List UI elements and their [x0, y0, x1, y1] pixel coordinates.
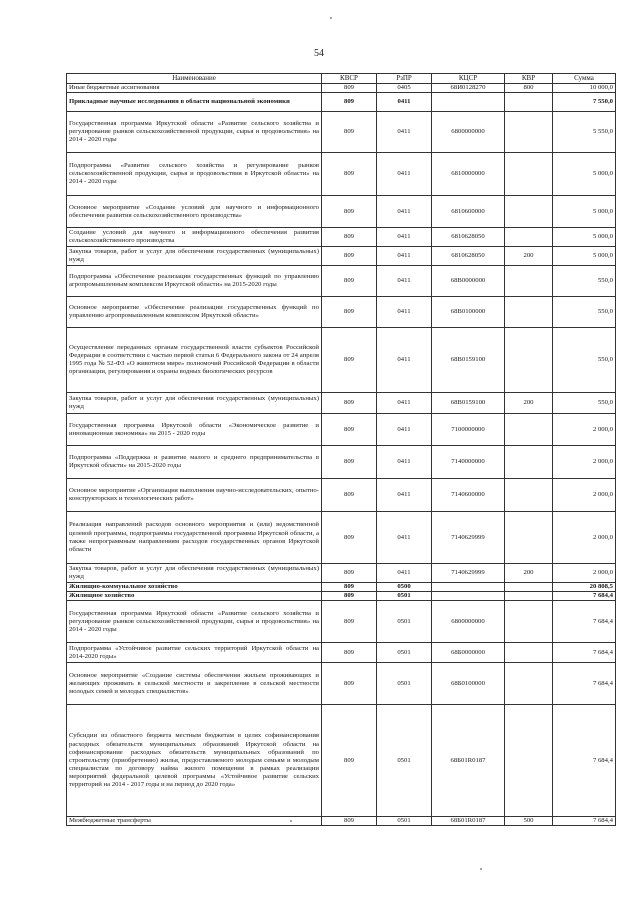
table-row	[67, 663, 616, 705]
cell-sum: 550,0	[553, 393, 616, 414]
cell-name: Государственная программа Иркутской области «Развитие сельского хозяйства и регулирование рынков сельскохозяйственной продукции, сырья и продовольствия» на 2014 - 2020 годы	[67, 601, 322, 643]
cell-kvsr: 809	[322, 583, 377, 592]
cell-kvr	[505, 446, 553, 479]
cell-rzpr: 0501	[377, 663, 432, 705]
cell-name: Подпрограмма «Развитие сельского хозяйства и регулирование рынков сельскохозяйственной продукции, сырья и продовольствия в Иркутской области» на 2014 - 2020 годы	[67, 153, 322, 196]
cell-name: Жилищное хозяйство	[67, 592, 322, 601]
cell-kcsr: 6810628050	[432, 228, 505, 247]
table-row	[67, 414, 616, 446]
cell-kcsr	[432, 592, 505, 601]
cell-kvsr: 809	[322, 266, 377, 297]
cell-sum: 5 000,0	[553, 228, 616, 247]
cell-name: Закупка товаров, работ и услуг для обеспечения государственных (муниципальных) нужд	[67, 564, 322, 583]
cell-kcsr: 68В0000000	[432, 266, 505, 297]
cell-sum: 2 000,0	[553, 479, 616, 512]
cell-sum: 7 684,4	[553, 643, 616, 663]
cell-kvsr: 809	[322, 414, 377, 446]
cell-kvr	[505, 297, 553, 328]
table-row	[67, 84, 616, 93]
cell-name: Реализация направлений расходов основного мероприятия и (или) ведомственной целевой программы, подпрограммы государственной программы Иркутской области, а также непрограммным направлениям расходов государственных органов Иркутской области	[67, 512, 322, 564]
cell-rzpr: 0501	[377, 592, 432, 601]
table-row	[67, 479, 616, 512]
table-row	[67, 266, 616, 297]
cell-name: Подпрограмма «Обеспечение реализации государственных функций по управлению агропромышленным комплексом Иркутской области» на 2015-2020 годы	[67, 266, 322, 297]
cell-kvsr: 809	[322, 564, 377, 583]
cell-kvr: 500	[505, 817, 553, 826]
cell-kvsr: 809	[322, 663, 377, 705]
cell-sum: 7 684,4	[553, 663, 616, 705]
table-row	[67, 196, 616, 228]
cell-rzpr: 0411	[377, 228, 432, 247]
cell-kcsr: 68В0159100	[432, 393, 505, 414]
cell-rzpr: 0411	[377, 93, 432, 112]
cell-name: Основное мероприятие «Организация выполнения научно-исследовательских, опытно-конструкторских и технологических работ»	[67, 479, 322, 512]
cell-kcsr: 6800000000	[432, 112, 505, 153]
cell-name: Создание условий для научного и информационного обеспечения развития сельскохозяйственного производства	[67, 228, 322, 247]
cell-rzpr: 0411	[377, 328, 432, 393]
cell-rzpr: 0501	[377, 601, 432, 643]
cell-kvr	[505, 592, 553, 601]
cell-rzpr: 0411	[377, 153, 432, 196]
cell-kvsr: 809	[322, 247, 377, 266]
cell-kcsr: 68В0159100	[432, 328, 505, 393]
table-body	[67, 84, 616, 826]
cell-kvr	[505, 153, 553, 196]
cell-kcsr: 6800000000	[432, 601, 505, 643]
cell-kvr: 800	[505, 84, 553, 93]
table-row	[67, 583, 616, 592]
table-row	[67, 817, 616, 826]
cell-name: Субсидии из областного бюджета местным бюджетам в целях софинансирования расходных обязательств муниципальных образований Иркутской области на софинансирование расходных обязательств муниципальных образований по строительству (приобретению) жилья, предоставляемого молодым семьям и молодым специалистам по договору найма жилого помещения в рамках реализации мероприятий федеральной целевой программы «Устойчивое развитие сельских территорий на 2014 - 2017 годы и на период до 2020 года»	[67, 705, 322, 817]
cell-kcsr	[432, 583, 505, 592]
cell-kcsr: 68Б01R0187	[432, 817, 505, 826]
cell-kvsr: 809	[322, 153, 377, 196]
scan-speck	[330, 17, 332, 19]
cell-kvr	[505, 328, 553, 393]
cell-kvr	[505, 601, 553, 643]
cell-kvr	[505, 479, 553, 512]
cell-kcsr: 7100000000	[432, 414, 505, 446]
cell-rzpr: 0405	[377, 84, 432, 93]
cell-kcsr: 6810000000	[432, 153, 505, 196]
cell-kvsr: 809	[322, 601, 377, 643]
cell-sum: 7 684,4	[553, 817, 616, 826]
cell-rzpr: 0411	[377, 393, 432, 414]
cell-kvsr: 809	[322, 328, 377, 393]
cell-rzpr: 0501	[377, 705, 432, 817]
table-row	[67, 153, 616, 196]
cell-kvsr: 809	[322, 479, 377, 512]
cell-name: Осуществление переданных органам государственной власти субъектов Российской Федерации в соответствии с частью первой статьи 6 Федерального закона от 24 апреля 1995 года № 52-ФЗ «О животном мире» полномочий Российской Федерации в области организации, регулирования и охраны водных биологических ресурсов	[67, 328, 322, 393]
cell-rzpr: 0411	[377, 446, 432, 479]
cell-kvsr: 809	[322, 393, 377, 414]
cell-sum: 7 684,4	[553, 705, 616, 817]
cell-kcsr: 6810628050	[432, 247, 505, 266]
cell-kvsr: 809	[322, 297, 377, 328]
cell-name: Основное мероприятие «Обеспечение реализации государственных функций по управлению агропромышленным комплексом Иркутской области»	[67, 297, 322, 328]
cell-kcsr: 6810600000	[432, 196, 505, 228]
table-row	[67, 393, 616, 414]
header-name: Наименование	[67, 74, 322, 84]
cell-sum: 2 000,0	[553, 414, 616, 446]
cell-kvsr: 809	[322, 446, 377, 479]
cell-sum: 5 000,0	[553, 247, 616, 266]
cell-sum: 5 000,0	[553, 196, 616, 228]
cell-name: Государственная программа Иркутской области «Экономическое развитие и инновационная экономика» на 2015 - 2020 годы	[67, 414, 322, 446]
budget-table	[66, 73, 616, 826]
cell-name: Подпрограмма «Устойчивое развитие сельских территорий Иркутской области на 2014-2020 годы»	[67, 643, 322, 663]
header-sum: Сумма	[553, 74, 616, 84]
table-row	[67, 592, 616, 601]
cell-kvr	[505, 512, 553, 564]
cell-kvsr: 809	[322, 817, 377, 826]
cell-kvsr: 809	[322, 196, 377, 228]
table-row	[67, 112, 616, 153]
cell-kvsr: 809	[322, 705, 377, 817]
cell-kvr	[505, 93, 553, 112]
cell-kvsr: 809	[322, 643, 377, 663]
cell-kvsr: 809	[322, 93, 377, 112]
cell-rzpr: 0411	[377, 479, 432, 512]
table-row	[67, 564, 616, 583]
cell-kvsr: 809	[322, 512, 377, 564]
scan-speck	[290, 820, 292, 822]
table-row	[67, 643, 616, 663]
cell-kvr: 200	[505, 247, 553, 266]
cell-sum: 2 000,0	[553, 446, 616, 479]
cell-kvr	[505, 196, 553, 228]
table-row	[67, 93, 616, 112]
page-number: 54	[314, 48, 324, 59]
cell-kvr	[505, 705, 553, 817]
cell-kcsr: 68И0128270	[432, 84, 505, 93]
cell-rzpr: 0411	[377, 196, 432, 228]
cell-sum: 550,0	[553, 328, 616, 393]
cell-kcsr: 7140629999	[432, 564, 505, 583]
cell-sum: 550,0	[553, 266, 616, 297]
cell-kvsr: 809	[322, 84, 377, 93]
cell-kvr	[505, 643, 553, 663]
cell-rzpr: 0411	[377, 564, 432, 583]
cell-kvr	[505, 663, 553, 705]
cell-kcsr: 68Б0100000	[432, 663, 505, 705]
cell-name: Закупка товаров, работ и услуг для обеспечения государственных (муниципальных) нужд	[67, 247, 322, 266]
cell-kcsr: 68Б0000000	[432, 643, 505, 663]
cell-kvsr: 809	[322, 592, 377, 601]
cell-name: Прикладные научные исследования в области национальной экономики	[67, 93, 322, 112]
cell-rzpr: 0500	[377, 583, 432, 592]
cell-kcsr: 68Б01R0187	[432, 705, 505, 817]
header-rzpr: РзПР	[377, 74, 432, 84]
cell-name: Государственная программа Иркутской области «Развитие сельского хозяйства и регулирование рынков сельскохозяйственной продукции, сырья и продовольствия» на 2014 - 2020 годы	[67, 112, 322, 153]
cell-sum: 2 000,0	[553, 564, 616, 583]
cell-rzpr: 0411	[377, 512, 432, 564]
table-header-row	[67, 74, 616, 84]
cell-rzpr: 0411	[377, 414, 432, 446]
cell-rzpr: 0501	[377, 817, 432, 826]
cell-kvr	[505, 228, 553, 247]
table-row	[67, 705, 616, 817]
cell-name: Основное мероприятие «Создание системы обеспечения жильем проживающих и желающих проживать в сельской местности и закрепление в сельской местности молодых семей и молодых специалистов»	[67, 663, 322, 705]
cell-rzpr: 0411	[377, 247, 432, 266]
cell-kvr	[505, 266, 553, 297]
cell-kvr: 200	[505, 564, 553, 583]
cell-kcsr: 7140000000	[432, 446, 505, 479]
table-row	[67, 512, 616, 564]
table-row	[67, 297, 616, 328]
cell-sum: 10 000,0	[553, 84, 616, 93]
cell-sum: 550,0	[553, 297, 616, 328]
scan-speck	[480, 868, 482, 870]
cell-sum: 7 684,4	[553, 592, 616, 601]
table-row	[67, 446, 616, 479]
cell-sum: 2 000,0	[553, 512, 616, 564]
cell-kcsr: 68В0100000	[432, 297, 505, 328]
cell-name: Иные бюджетные ассигнования	[67, 84, 322, 93]
cell-sum: 5 550,0	[553, 112, 616, 153]
cell-kvsr: 809	[322, 112, 377, 153]
cell-kvr	[505, 583, 553, 592]
cell-kvsr: 809	[322, 228, 377, 247]
cell-rzpr: 0411	[377, 112, 432, 153]
cell-rzpr: 0411	[377, 266, 432, 297]
cell-sum: 7 684,4	[553, 601, 616, 643]
cell-sum: 7 550,0	[553, 93, 616, 112]
header-kcsr: КЦСР	[432, 74, 505, 84]
cell-name: Основное мероприятие «Создание условий для научного и информационного обеспечения развития сельскохозяйственного производства»	[67, 196, 322, 228]
cell-name: Межбюджетные трансферты	[67, 817, 322, 826]
cell-sum: 5 000,0	[553, 153, 616, 196]
header-kvsr: КВСР	[322, 74, 377, 84]
cell-kcsr: 7140600000	[432, 479, 505, 512]
table-row	[67, 601, 616, 643]
cell-kcsr	[432, 93, 505, 112]
cell-rzpr: 0501	[377, 643, 432, 663]
cell-name: Жилищно-коммунальное хозяйство	[67, 583, 322, 592]
table-row	[67, 247, 616, 266]
table-row	[67, 328, 616, 393]
cell-kvr: 200	[505, 393, 553, 414]
cell-name: Подпрограмма «Поддержка и развитие малого и среднего предпринимательства в Иркутской области» на 2015-2020 годы	[67, 446, 322, 479]
cell-rzpr: 0411	[377, 297, 432, 328]
table-row	[67, 228, 616, 247]
header-kvr: КВР	[505, 74, 553, 84]
cell-sum: 20 808,5	[553, 583, 616, 592]
cell-name: Закупка товаров, работ и услуг для обеспечения государственных (муниципальных) нужд	[67, 393, 322, 414]
cell-kvr	[505, 414, 553, 446]
cell-kcsr: 7140629999	[432, 512, 505, 564]
cell-kvr	[505, 112, 553, 153]
